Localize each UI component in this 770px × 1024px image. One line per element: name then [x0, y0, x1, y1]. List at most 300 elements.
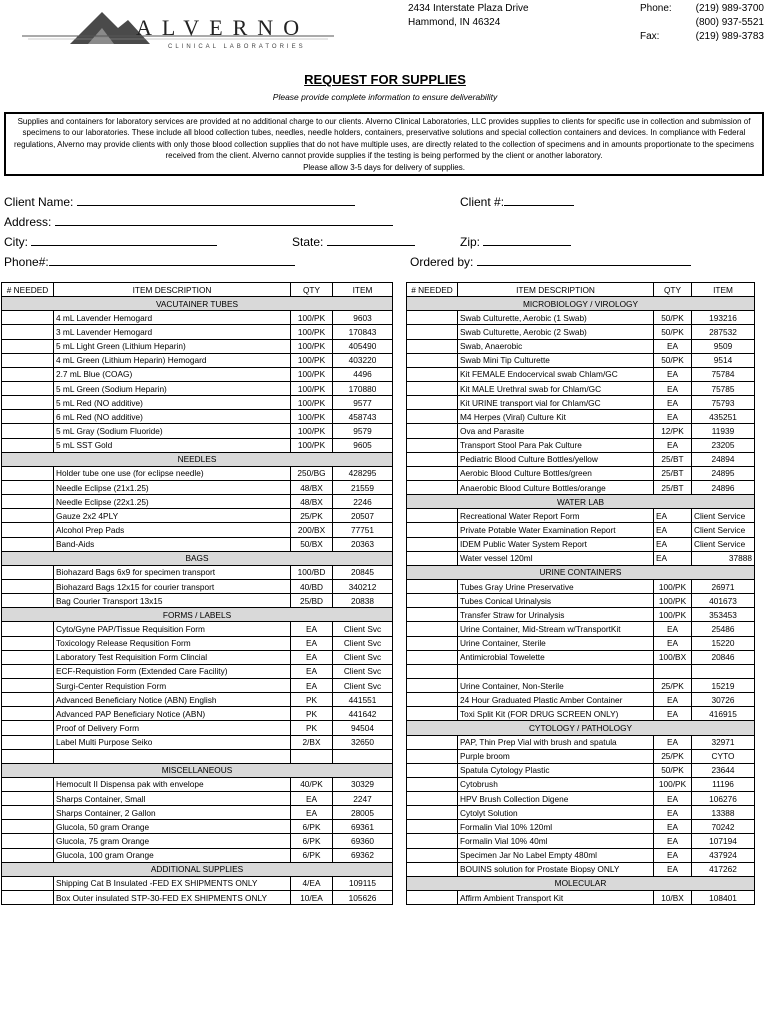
- supply-row: [2, 834, 393, 848]
- item-qty: EA: [291, 664, 333, 678]
- quantity-needed-input[interactable]: [407, 480, 458, 494]
- item-qty: 10/EA: [291, 891, 333, 905]
- quantity-needed-input[interactable]: [2, 495, 54, 509]
- supply-row: [2, 523, 393, 537]
- quantity-needed-input[interactable]: [2, 777, 54, 791]
- supply-row: [407, 551, 755, 565]
- section-title: FORMS / LABELS: [2, 608, 393, 622]
- quantity-needed-input[interactable]: [2, 806, 54, 820]
- supply-row: [407, 381, 755, 395]
- quantity-needed-input[interactable]: [407, 424, 458, 438]
- item-number: 20363: [333, 537, 393, 551]
- quantity-needed-input[interactable]: [407, 707, 458, 721]
- supply-row: [2, 480, 393, 494]
- item-number: 75784: [692, 367, 755, 381]
- quantity-needed-input[interactable]: [407, 664, 458, 678]
- supply-row: [407, 820, 755, 834]
- supply-row: [407, 367, 755, 381]
- item-qty: 50/PK: [654, 353, 692, 367]
- section-title: MISCELLANEOUS: [2, 763, 393, 777]
- quantity-needed-input[interactable]: [2, 891, 54, 905]
- address-field[interactable]: [4, 214, 393, 229]
- quantity-needed-input[interactable]: [2, 339, 54, 353]
- section-header: [2, 862, 393, 876]
- item-number: 4496: [333, 367, 393, 381]
- quantity-needed-input[interactable]: [407, 622, 458, 636]
- item-description: 6 mL Red (NO additive): [54, 410, 291, 424]
- item-number: 9577: [333, 396, 393, 410]
- item-number: 9603: [333, 311, 393, 325]
- supply-row: [2, 353, 393, 367]
- zip-field[interactable]: [460, 234, 571, 249]
- quantity-needed-input[interactable]: [407, 466, 458, 480]
- client-number-input[interactable]: [504, 194, 574, 206]
- quantity-needed-input[interactable]: [2, 749, 54, 763]
- item-number: 75793: [692, 396, 755, 410]
- quantity-needed-input[interactable]: [2, 466, 54, 480]
- address-line2: Hammond, IN 46324: [408, 17, 501, 28]
- supply-row: [407, 664, 755, 678]
- item-qty: EA: [654, 735, 692, 749]
- quantity-needed-input[interactable]: [2, 579, 54, 593]
- supply-row: [2, 579, 393, 593]
- item-qty: EA: [654, 693, 692, 707]
- item-number: 417262: [692, 862, 755, 876]
- supply-row: [2, 325, 393, 339]
- quantity-needed-input[interactable]: [2, 636, 54, 650]
- ordered-by-label: Ordered by:: [410, 255, 474, 269]
- supply-row: [2, 848, 393, 862]
- supply-row: [407, 311, 755, 325]
- supply-row: [407, 438, 755, 452]
- supply-row: [407, 537, 755, 551]
- item-description: Toxi Split Kit (FOR DRUG SCREEN ONLY): [458, 707, 654, 721]
- quantity-needed-input[interactable]: [2, 353, 54, 367]
- quantity-needed-input[interactable]: [407, 579, 458, 593]
- quantity-needed-input[interactable]: [2, 664, 54, 678]
- item-qty: 6/PK: [291, 820, 333, 834]
- supply-row: [2, 410, 393, 424]
- item-description: Cytolyt Solution: [458, 806, 654, 820]
- item-number: 69360: [333, 834, 393, 848]
- section-header: [2, 608, 393, 622]
- item-qty: 50/PK: [654, 311, 692, 325]
- item-qty: 100/PK: [291, 424, 333, 438]
- supply-row: [2, 693, 393, 707]
- quantity-needed-input[interactable]: [2, 480, 54, 494]
- supply-row: [407, 523, 755, 537]
- item-number: 170843: [333, 325, 393, 339]
- item-description: Urine Container, Mid-Stream w/TransportKit: [458, 622, 654, 636]
- item-description: Laboratory Test Requisition Form Clincial: [54, 650, 291, 664]
- item-qty: EA: [291, 792, 333, 806]
- quantity-needed-input[interactable]: [2, 438, 54, 452]
- supply-row: [2, 876, 393, 890]
- item-number: 107194: [692, 834, 755, 848]
- item-number: CYTO: [692, 749, 755, 763]
- col-description: ITEM DESCRIPTION: [54, 283, 291, 297]
- client-phone-label: Phone#:: [4, 255, 49, 269]
- item-number: 106276: [692, 792, 755, 806]
- item-number: Client Svc: [333, 622, 393, 636]
- item-qty: EA: [654, 381, 692, 395]
- quantity-needed-input[interactable]: [407, 452, 458, 466]
- quantity-needed-input[interactable]: [407, 608, 458, 622]
- item-number: Client Svc: [333, 678, 393, 692]
- item-qty: 100/PK: [291, 381, 333, 395]
- quantity-needed-input[interactable]: [407, 650, 458, 664]
- state-field[interactable]: [292, 234, 415, 249]
- phone-number: (219) 989-3700: [695, 3, 764, 14]
- zip-input[interactable]: [483, 234, 571, 246]
- phone-label: Phone:: [640, 3, 672, 14]
- quantity-needed-input[interactable]: [407, 367, 458, 381]
- supply-row: [2, 509, 393, 523]
- item-description: 4 mL Lavender Hemogard: [54, 311, 291, 325]
- quantity-needed-input[interactable]: [2, 594, 54, 608]
- supply-row: [407, 891, 755, 905]
- zip-label: Zip:: [460, 235, 481, 249]
- quantity-needed-input[interactable]: [2, 325, 54, 339]
- item-number: 458743: [333, 410, 393, 424]
- item-number: Client Service: [692, 523, 755, 537]
- quantity-needed-input[interactable]: [407, 509, 458, 523]
- item-description: Cytobrush: [458, 777, 654, 791]
- item-qty: EA: [654, 537, 692, 551]
- address-input[interactable]: [55, 214, 393, 226]
- quantity-needed-input[interactable]: [2, 792, 54, 806]
- item-description: Affirm Ambient Transport Kit: [458, 891, 654, 905]
- item-description: Swab Mini Tip Culturette: [458, 353, 654, 367]
- item-qty: EA: [654, 806, 692, 820]
- item-qty: PK: [291, 721, 333, 735]
- item-number: 2246: [333, 495, 393, 509]
- item-description: Needle Eclipse (21x1.25): [54, 480, 291, 494]
- item-description: 5 mL Light Green (Lithium Heparin): [54, 339, 291, 353]
- item-number: 105626: [333, 891, 393, 905]
- phone-field[interactable]: [4, 254, 295, 269]
- quantity-needed-input[interactable]: [2, 678, 54, 692]
- item-number: 26971: [692, 579, 755, 593]
- item-qty: EA: [654, 396, 692, 410]
- quantity-needed-input[interactable]: [2, 693, 54, 707]
- company-contacts: [640, 2, 764, 44]
- quantity-needed-input[interactable]: [2, 537, 54, 551]
- item-number: 32971: [692, 735, 755, 749]
- supply-row: [2, 466, 393, 480]
- item-qty: 25/BT: [654, 452, 692, 466]
- quantity-needed-input[interactable]: [2, 834, 54, 848]
- section-title: VACUTAINER TUBES: [2, 297, 393, 311]
- quantity-needed-input[interactable]: [2, 622, 54, 636]
- item-description: Ova and Parasite: [458, 424, 654, 438]
- supply-row: [407, 594, 755, 608]
- item-description: 2.7 mL Blue (COAG): [54, 367, 291, 381]
- quantity-needed-input[interactable]: [407, 438, 458, 452]
- item-number: Client Svc: [333, 636, 393, 650]
- item-description: Glucola, 50 gram Orange: [54, 820, 291, 834]
- item-number: 441551: [333, 693, 393, 707]
- item-qty: 100/PK: [291, 438, 333, 452]
- supply-row: [2, 891, 393, 905]
- item-description: Recreational Water Report Form: [458, 509, 654, 523]
- section-header: [407, 876, 755, 890]
- item-description: Tubes Gray Urine Preservative: [458, 579, 654, 593]
- address-line1: 2434 Interstate Plaza Drive: [408, 3, 529, 14]
- supply-row: [407, 848, 755, 862]
- supply-row: [2, 396, 393, 410]
- supply-row: [2, 678, 393, 692]
- item-qty: 10/BX: [654, 891, 692, 905]
- supply-row: [407, 636, 755, 650]
- item-qty: 50/PK: [654, 763, 692, 777]
- item-number: 77751: [333, 523, 393, 537]
- supply-row: [407, 622, 755, 636]
- item-qty: EA: [291, 636, 333, 650]
- supply-row: [2, 622, 393, 636]
- item-description: Transport Stool Para Pak Culture: [458, 438, 654, 452]
- quantity-needed-input[interactable]: [407, 396, 458, 410]
- item-qty: 100/BX: [654, 650, 692, 664]
- quantity-needed-input[interactable]: [407, 891, 458, 905]
- item-qty: 100/PK: [654, 579, 692, 593]
- client-name-input[interactable]: [77, 194, 355, 206]
- quantity-needed-input[interactable]: [2, 311, 54, 325]
- city-input[interactable]: [31, 234, 217, 246]
- col-qty: QTY: [291, 283, 333, 297]
- item-description: Biohazard Bags 12x15 for courier transport: [54, 579, 291, 593]
- quantity-needed-input[interactable]: [2, 876, 54, 890]
- section-header: [2, 452, 393, 466]
- item-qty: 25/PK: [654, 749, 692, 763]
- supply-row: [407, 325, 755, 339]
- col-description: ITEM DESCRIPTION: [458, 283, 654, 297]
- quantity-needed-input[interactable]: [2, 735, 54, 749]
- item-description: Shipping Cat B Insulated -FED EX SHIPMENTS ONLY: [54, 876, 291, 890]
- ordered-by-input[interactable]: [477, 254, 691, 266]
- quantity-needed-input[interactable]: [2, 367, 54, 381]
- item-number: 37888: [692, 551, 755, 565]
- item-number: 340212: [333, 579, 393, 593]
- item-qty: 25/BT: [654, 480, 692, 494]
- state-input[interactable]: [327, 234, 415, 246]
- item-description: PAP, Thin Prep Vial with brush and spatula: [458, 735, 654, 749]
- item-number: 15219: [692, 678, 755, 692]
- item-description: Urine Container, Sterile: [458, 636, 654, 650]
- notice-delivery: Please allow 3-5 days for delivery of supplies.: [303, 162, 465, 172]
- item-number: 401673: [692, 594, 755, 608]
- supply-row: [407, 862, 755, 876]
- supply-row: [2, 565, 393, 579]
- item-description: Surgi-Center Requistion Form: [54, 678, 291, 692]
- supply-row: [2, 636, 393, 650]
- section-title: NEEDLES: [2, 452, 393, 466]
- quantity-needed-input[interactable]: [407, 311, 458, 325]
- item-qty: EA: [654, 820, 692, 834]
- item-number: 23644: [692, 763, 755, 777]
- quantity-needed-input[interactable]: [2, 721, 54, 735]
- item-number: 24896: [692, 480, 755, 494]
- item-description: Hemocult II Dispensa pak with envelope: [54, 777, 291, 791]
- item-number: 24894: [692, 452, 755, 466]
- quantity-needed-input[interactable]: [2, 523, 54, 537]
- item-qty: 40/PK: [291, 777, 333, 791]
- item-qty: EA: [654, 410, 692, 424]
- section-header: [407, 495, 755, 509]
- item-qty: EA: [654, 834, 692, 848]
- quantity-needed-input[interactable]: [2, 650, 54, 664]
- item-description: Water vessel 120ml: [458, 551, 654, 565]
- item-number: 20845: [333, 565, 393, 579]
- item-qty: 100/PK: [291, 353, 333, 367]
- quantity-needed-input[interactable]: [407, 862, 458, 876]
- item-description: Specimen Jar No Label Empty 480ml: [458, 848, 654, 862]
- quantity-needed-input[interactable]: [407, 678, 458, 692]
- item-description: [458, 664, 654, 678]
- quantity-needed-input[interactable]: [407, 806, 458, 820]
- item-qty: 25/BD: [291, 594, 333, 608]
- client-phone-input[interactable]: [49, 254, 295, 266]
- supply-row: [2, 438, 393, 452]
- supply-row: [407, 650, 755, 664]
- item-description: 3 mL Lavender Hemogard: [54, 325, 291, 339]
- col-needed: # NEEDED: [407, 283, 458, 297]
- supply-row: [2, 721, 393, 735]
- quantity-needed-input[interactable]: [407, 763, 458, 777]
- supply-row: [407, 792, 755, 806]
- section-title: CYTOLOGY / PATHOLOGY: [407, 721, 755, 735]
- notice-text: Supplies and containers for laboratory services are provided at no additional charge to our clients. Alverno Clinical Laboratories, LLC provides supplies to clients for specific use in collection and submission of specimens to our laboratories. These include all blood collection tubes, needles, needle holders, containers, preservative solutions and special collection containers and devices. In compliance with Federal regulations, Alverno may provide clients with only those blood collection supplies that do not have multiple uses, are directly related to the collection of specimens and in amounts proportionate to the specimens received from the client. Alverno cannot provide supplies if the testing is being performed by the client or another laboratory.: [14, 117, 754, 161]
- client-number-label: Client #:: [460, 195, 505, 209]
- section-header: [2, 763, 393, 777]
- item-number: 20838: [333, 594, 393, 608]
- supply-row: [407, 777, 755, 791]
- supplies-table-left: [1, 282, 393, 905]
- quantity-needed-input[interactable]: [407, 735, 458, 749]
- supply-row: [407, 693, 755, 707]
- col-needed: # NEEDED: [2, 283, 54, 297]
- item-qty: 40/BD: [291, 579, 333, 593]
- item-number: 108401: [692, 891, 755, 905]
- item-qty: EA: [291, 806, 333, 820]
- supply-row: [407, 608, 755, 622]
- col-item: ITEM: [333, 283, 393, 297]
- quantity-needed-input[interactable]: [2, 820, 54, 834]
- item-description: ECF-Requistion Form (Extended Care Facility): [54, 664, 291, 678]
- section-title: URINE CONTAINERS: [407, 565, 755, 579]
- item-number: 416915: [692, 707, 755, 721]
- quantity-needed-input[interactable]: [407, 848, 458, 862]
- item-description: Private Potable Water Examination Report: [458, 523, 654, 537]
- quantity-needed-input[interactable]: [407, 353, 458, 367]
- quantity-needed-input[interactable]: [407, 834, 458, 848]
- item-number: 69361: [333, 820, 393, 834]
- quantity-needed-input[interactable]: [407, 594, 458, 608]
- quantity-needed-input[interactable]: [2, 424, 54, 438]
- supply-row: [407, 410, 755, 424]
- item-description: M4 Herpes (Viral) Culture Kit: [458, 410, 654, 424]
- section-title: ADDITIONAL SUPPLIES: [2, 862, 393, 876]
- quantity-needed-input[interactable]: [407, 537, 458, 551]
- item-number: 170880: [333, 381, 393, 395]
- quantity-needed-input[interactable]: [2, 707, 54, 721]
- supply-row: [2, 311, 393, 325]
- quantity-needed-input[interactable]: [2, 381, 54, 395]
- supply-row: [407, 834, 755, 848]
- item-number: 70242: [692, 820, 755, 834]
- item-qty: 25/PK: [654, 678, 692, 692]
- item-description: HPV Brush Collection Digene: [458, 792, 654, 806]
- quantity-needed-input[interactable]: [407, 636, 458, 650]
- item-qty: 50/PK: [654, 325, 692, 339]
- quantity-needed-input[interactable]: [407, 339, 458, 353]
- item-number: 32650: [333, 735, 393, 749]
- item-number: 25486: [692, 622, 755, 636]
- quantity-needed-input[interactable]: [407, 820, 458, 834]
- quantity-needed-input[interactable]: [407, 551, 458, 565]
- item-description: Biohazard Bags 6x9 for specimen transport: [54, 565, 291, 579]
- item-description: Advanced PAP Beneficiary Notice (ABN): [54, 707, 291, 721]
- item-qty: EA: [291, 678, 333, 692]
- item-description: 5 mL Green (Sodium Heparin): [54, 381, 291, 395]
- item-description: Kit URINE transport vial for Chlam/GC: [458, 396, 654, 410]
- item-number: 435251: [692, 410, 755, 424]
- item-description: IDEM Public Water System Report: [458, 537, 654, 551]
- quantity-needed-input[interactable]: [407, 792, 458, 806]
- quantity-needed-input[interactable]: [407, 749, 458, 763]
- quantity-needed-input[interactable]: [407, 523, 458, 537]
- quantity-needed-input[interactable]: [2, 396, 54, 410]
- client-name-field[interactable]: [4, 194, 355, 209]
- supply-row: [2, 594, 393, 608]
- quantity-needed-input[interactable]: [2, 410, 54, 424]
- city-label: City:: [4, 235, 28, 249]
- client-number-field[interactable]: [460, 194, 574, 209]
- item-description: Transfer Straw for Urinalysis: [458, 608, 654, 622]
- quantity-needed-input[interactable]: [407, 410, 458, 424]
- item-number: 30329: [333, 777, 393, 791]
- ordered-by-field[interactable]: [410, 254, 691, 269]
- item-description: Kit FEMALE Endocervical swab Chlam/GC: [458, 367, 654, 381]
- city-field[interactable]: [4, 234, 217, 249]
- quantity-needed-input[interactable]: [407, 381, 458, 395]
- item-description: Spatula Cytology Plastic: [458, 763, 654, 777]
- quantity-needed-input[interactable]: [407, 325, 458, 339]
- item-number: 9509: [692, 339, 755, 353]
- item-description: Holder tube one use (for eclipse needle): [54, 466, 291, 480]
- item-description: Label Multi Purpose Seiko: [54, 735, 291, 749]
- item-number: 23205: [692, 438, 755, 452]
- item-number: 9579: [333, 424, 393, 438]
- supply-row: [407, 509, 755, 523]
- item-number: 21559: [333, 480, 393, 494]
- item-description: Glucola, 100 gram Orange: [54, 848, 291, 862]
- item-qty: EA: [654, 509, 692, 523]
- item-description: Gauze 2x2 4PLY: [54, 509, 291, 523]
- quantity-needed-input[interactable]: [2, 509, 54, 523]
- item-description: Urine Container, Non-Sterile: [458, 678, 654, 692]
- item-number: [333, 749, 393, 763]
- col-qty: QTY: [654, 283, 692, 297]
- item-description: Alcohol Prep Pads: [54, 523, 291, 537]
- item-qty: 250/BG: [291, 466, 333, 480]
- quantity-needed-input[interactable]: [2, 848, 54, 862]
- supply-row: [407, 396, 755, 410]
- quantity-needed-input[interactable]: [407, 777, 458, 791]
- quantity-needed-input[interactable]: [407, 693, 458, 707]
- quantity-needed-input[interactable]: [2, 565, 54, 579]
- section-header: [2, 551, 393, 565]
